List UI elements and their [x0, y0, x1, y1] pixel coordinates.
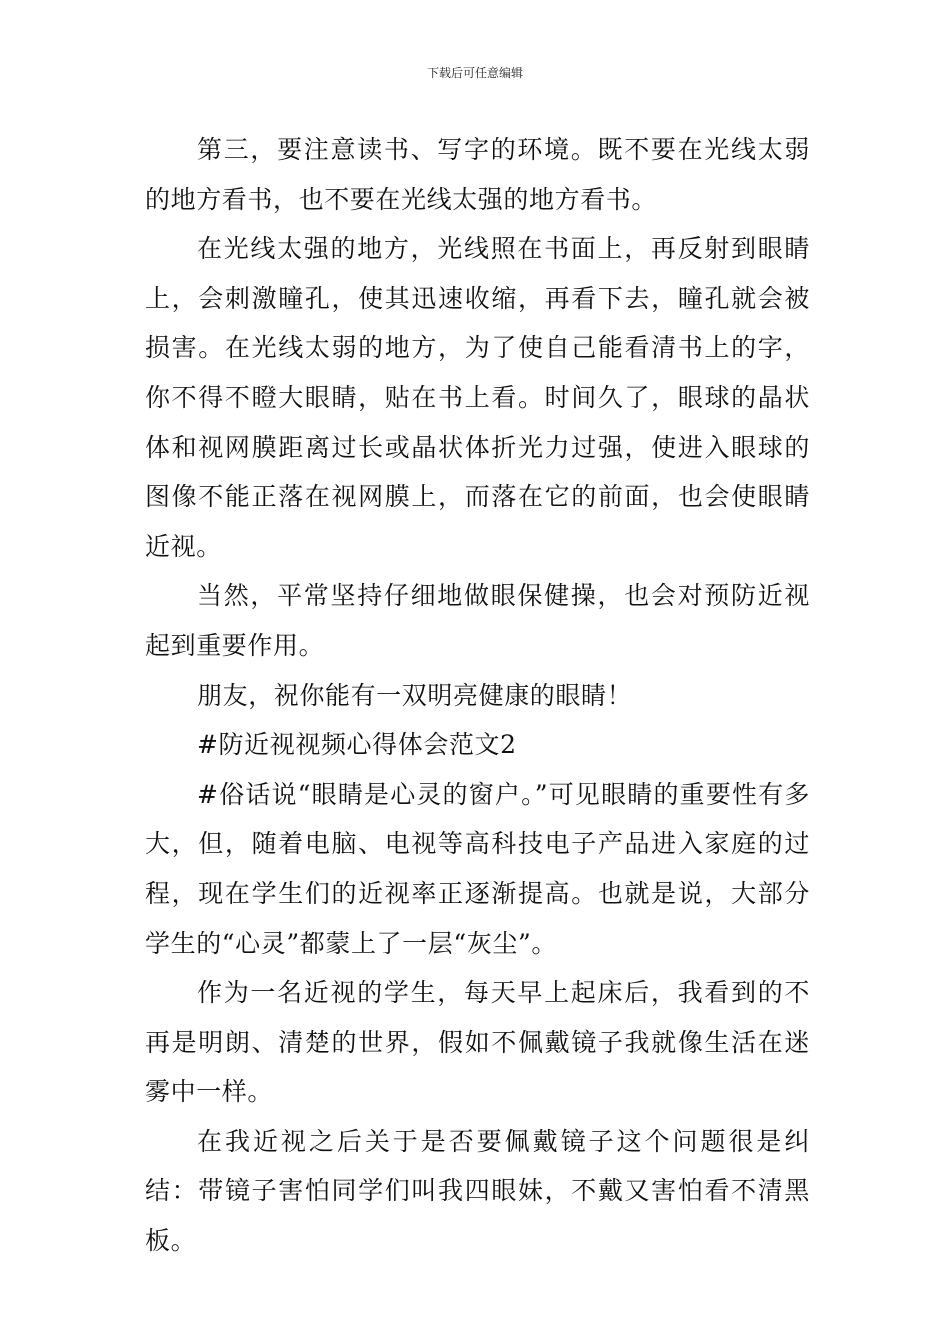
paragraph-6: 作为一名近视的学生，每天早上起床后，我看到的不再是明朗、清楚的世界，假如不佩戴镜子我就像生活在迷雾中一样。: [145, 978, 810, 1107]
paragraph-4: 朋友，祝你能有一双明亮健康的眼睛！: [197, 680, 633, 710]
paragraph-3: 当然，平常坚持仔细地做眼保健操，也会对预防近视起到重要作用。: [145, 581, 810, 660]
paragraph-1: 第三，要注意读书、写字的环境。既不要在光线太弱的地方看书，也不要在光线太强的地方看书。: [145, 135, 810, 214]
paragraph-7: 在我近视之后关于是否要佩戴镜子这个问题很是纠结：带镜子害怕同学们叫我四眼妹，不戴又害怕看不清黑板。: [145, 1126, 810, 1256]
paragraph-5: #俗话说“眼睛是心灵的窗户。”可见眼睛的重要性有多大，但，随着电脑、电视等高科技电子产品进入家庭的过程，现在学生们的近视率正逐渐提高。也就是说，大部分学生的“心灵”都蒙上了一层“灰尘”。: [145, 779, 810, 958]
section-heading: #防近视视频心得体会范文2: [197, 730, 517, 760]
page-header-note: 下载后可任意编辑: [426, 66, 523, 80]
paragraph-2: 在光线太强的地方，光线照在书面上，再反射到眼睛上，会刺激瞳孔，使其迅速收缩，再看下去，瞳孔就会被损害。在光线太弱的地方，为了使自己能看清书上的字，你不得不瞪大眼睛，贴在书上看。时间久了，眼球的晶状体和视网膜距离过长或晶状体折光力过强，使进入眼球的图像不能正落在视网膜上，而落在它的前面，也会使眼睛近视。: [145, 234, 810, 561]
document-body: [145, 125, 810, 1266]
